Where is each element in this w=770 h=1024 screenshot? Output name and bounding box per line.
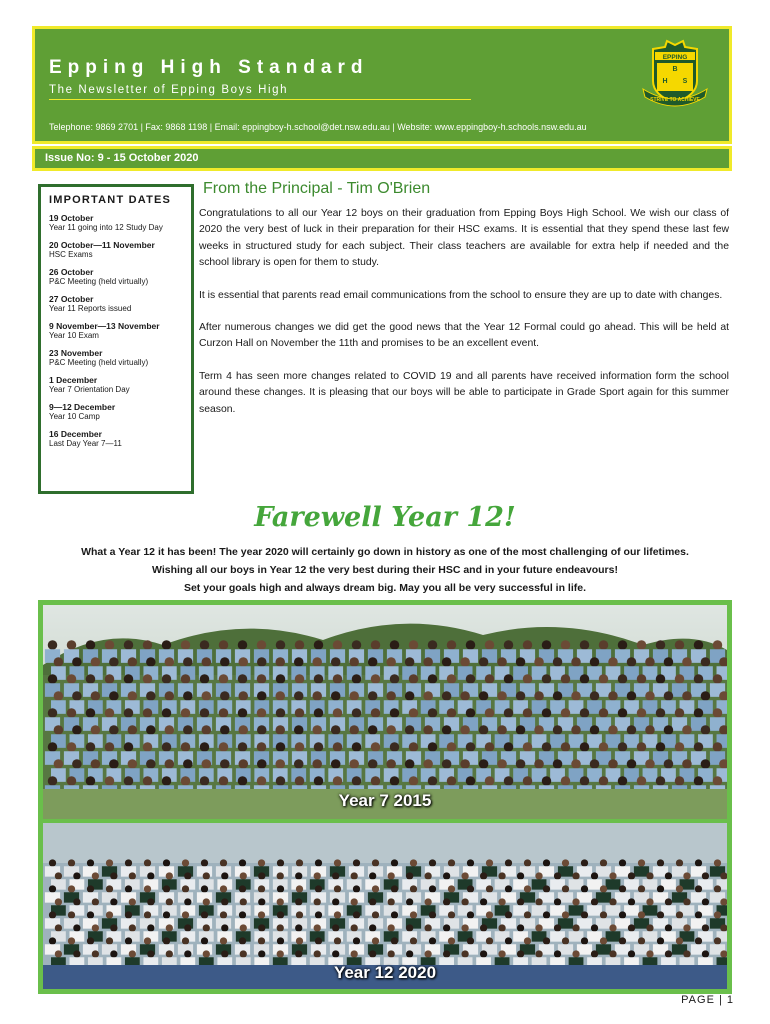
year7-class-photo (43, 605, 727, 819)
principal-heading: From the Principal - Tim O'Brien (203, 180, 431, 197)
class-photos-frame (38, 600, 732, 994)
date-heading: 16 December (49, 429, 102, 439)
important-dates-list (49, 213, 183, 449)
date-heading: 19 October (49, 213, 94, 223)
date-heading: 20 October—11 November (49, 240, 155, 250)
farewell-heading: Farewell Year 12! (254, 502, 516, 533)
svg-text:H: H (662, 78, 668, 85)
svg-text:STRIVE TO ACHIEVE: STRIVE TO ACHIEVE (650, 97, 700, 103)
date-item (49, 213, 183, 233)
title-rule (49, 99, 471, 100)
masthead (32, 26, 732, 144)
page-number: PAGE | 1 (681, 994, 734, 1006)
principal-paragraph: After numerous changes we did get the good news that the Year 12 Formal could go ahead. This will be held at Curzon Hall on November the 11th and promises to be an excellent event. (199, 322, 729, 350)
date-heading: 23 November (49, 348, 103, 358)
date-item (49, 402, 183, 422)
date-heading: 26 October (49, 267, 94, 277)
principal-paragraph: It is essential that parents read email communications from the school to ensure they are up to date with changes. (199, 289, 723, 301)
date-heading: 27 October (49, 294, 94, 304)
date-description: P&C Meeting (held virtually) (49, 358, 149, 367)
year12-caption: Year 12 2020 (333, 963, 437, 982)
important-dates-title: IMPORTANT DATES (49, 194, 172, 206)
year7-caption: Year 7 2015 (338, 791, 432, 810)
svg-text:S: S (682, 78, 688, 85)
farewell-line: Set your goals high and always dream big. May you all be very successful in life. (183, 582, 587, 594)
principal-message (199, 180, 729, 434)
date-item (49, 429, 183, 449)
date-description: Last Day Year 7—11 (49, 439, 122, 448)
date-item (49, 267, 183, 287)
svg-text:B: B (672, 66, 678, 73)
date-description: Year 10 Camp (49, 412, 100, 421)
date-description: Year 7 Orientation Day (49, 385, 130, 394)
date-description: HSC Exams (49, 250, 93, 259)
farewell-line: What a Year 12 it has been! The year 2020 will certainly go down in history as one of the most challenging of our lifetimes. (81, 546, 689, 558)
newsletter-title: Epping High Standard (49, 57, 369, 78)
school-crest-logo (637, 37, 713, 107)
date-heading: 1 December (49, 375, 98, 385)
date-item (49, 240, 183, 260)
date-item (49, 348, 183, 368)
principal-paragraph: Term 4 has seen more changes related to COVID 19 and all parents have received information form the school around these changes. It is pleasing that our boys will be able to participate in Grade Sport again for this summer season. (199, 370, 729, 415)
date-description: Year 11 going into 12 Study Day (49, 223, 163, 232)
farewell-line: Wishing all our boys in Year 12 the very best during their HSC and in your future endeavours! (152, 564, 618, 576)
svg-text:EPPING: EPPING (662, 54, 688, 61)
issue-bar: Issue No: 9 - 15 October 2020 (32, 146, 732, 171)
year12-class-photo (43, 823, 727, 989)
date-description: P&C Meeting (held virtually) (49, 277, 149, 286)
principal-paragraph: Congratulations to all our Year 12 boys on their graduation from Epping Boys High School. We wish our class of 2020 the very best of luck in their preparation for their HSC exams. It is essential that they spend these last few weeks in structured study for each subject. Their class teachers are available for extra help if needed and the school library is open for them to study. (199, 208, 729, 269)
date-heading: 9 November—13 November (49, 321, 160, 331)
date-description: Year 11 Reports issued (49, 304, 132, 313)
date-heading: 9—12 December (49, 402, 116, 412)
contact-line: Telephone: 9869 2701 | Fax: 9868 1198 | Email: eppingboy-h.school@det.nsw.edu.au | Website: www.eppingboy-h.schools.nsw.edu.au (49, 122, 587, 132)
date-description: Year 10 Exam (49, 331, 99, 340)
date-item (49, 294, 183, 314)
year7-photo-image (43, 605, 727, 819)
date-item (49, 375, 183, 395)
date-item (49, 321, 183, 341)
important-dates-box (38, 184, 194, 494)
newsletter-subtitle: The Newsletter of Epping Boys High (49, 84, 289, 96)
